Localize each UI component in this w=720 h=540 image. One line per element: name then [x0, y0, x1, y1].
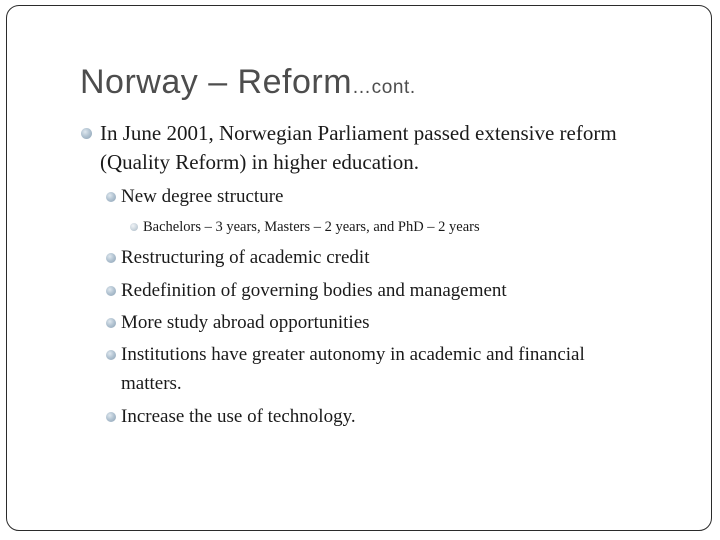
bullet-line: In June 2001, Norwegian Parliament passed extensive reform — [100, 121, 617, 145]
bullet-dot-icon — [81, 128, 92, 139]
slide-title — [80, 58, 416, 112]
bullet-dot-icon — [106, 350, 116, 360]
sub-bullet-line: Institutions have greater autonomy in academic and financial — [121, 344, 585, 365]
sub-bullet-line: Increase the use of technology. — [121, 406, 356, 427]
slide-title-main: Norway – Reform — [80, 63, 353, 101]
sub-sub-bullet-line: Bachelors – 3 years, Masters – 2 years, and PhD – 2 years — [143, 219, 480, 235]
bullet-dot-icon — [106, 253, 116, 263]
sub-bullet-line: matters. — [121, 373, 182, 394]
bullet-dot-icon — [130, 223, 138, 231]
bullet-dot-icon — [106, 412, 116, 422]
sub-bullet-line: More study abroad opportunities — [121, 312, 370, 333]
sub-bullet-line: Restructuring of academic credit — [121, 247, 370, 268]
bullet-dot-icon — [106, 318, 116, 328]
sub-bullet-line: New degree structure — [121, 186, 284, 207]
slide-title-suffix: …cont. — [352, 77, 416, 98]
bullet-dot-icon — [106, 192, 116, 202]
bullet-line: (Quality Reform) in higher education. — [100, 150, 419, 174]
bullet-dot-icon — [106, 286, 116, 296]
sub-bullet-line: Redefinition of governing bodies and management — [121, 280, 507, 301]
